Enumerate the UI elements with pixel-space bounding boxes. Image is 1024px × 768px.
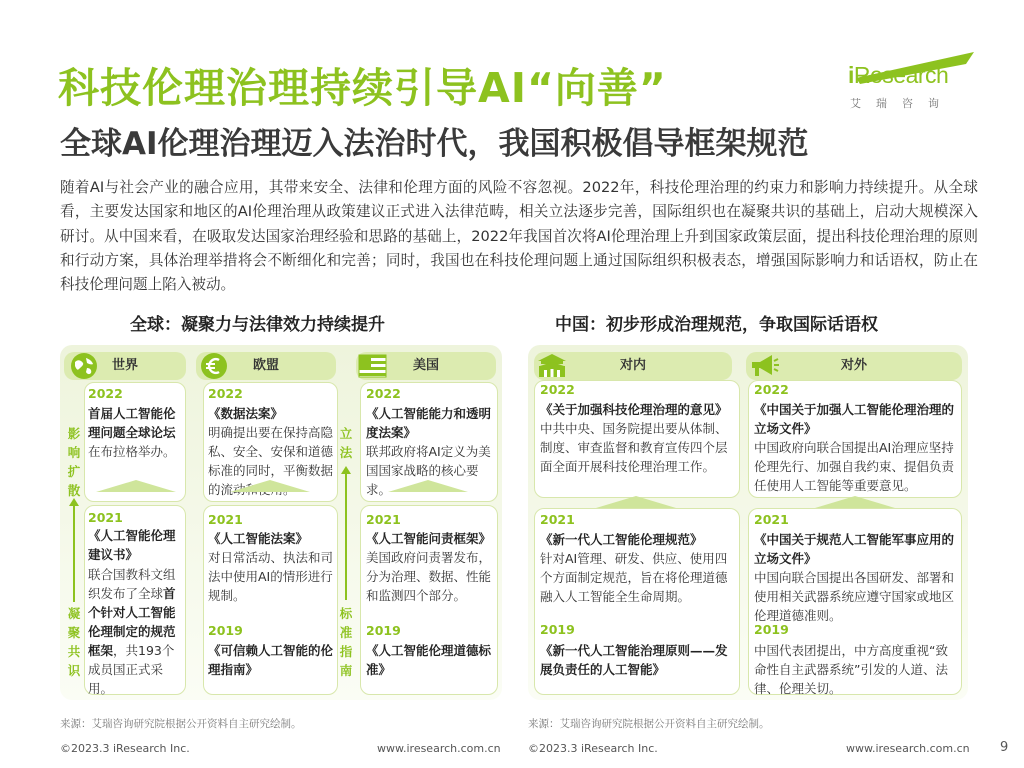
footer-copyright-left: ©2023.3 iResearch Inc. [60,742,190,755]
internal-triangle [596,496,676,508]
world-2022-forum: 首届人工智能伦理问题全球论坛 [88,406,176,440]
us-triangle [388,480,468,492]
page-number: 9 [1000,740,1009,755]
logo-name [848,62,948,89]
us-2022-year: 2022 [366,386,401,401]
euro-icon [198,350,230,382]
external-2022-doc: 《中国关于加强人工智能伦理治理的立场文件》 [754,402,955,436]
external-2021-doc: 《中国关于规范人工智能军事应用的立场文件》 [754,532,955,566]
source-note-left: 来源：艾瑞咨询研究院根据公开资料自主研究绘制。 [60,718,302,730]
internal-label: 对内 [619,358,646,373]
us-flag-icon [358,352,388,380]
eu-2021-year: 2021 [208,512,243,527]
intro-paragraph: 随着AI与社会产业的融合应用，其带来安全、法律和伦理方面的风险不容忽视。2022年，科技伦理治理的约束力和影响力持续提升。从全球看，主要发达国家和地区的AI伦理治理从政策建议正式进入法律范畴，相关立法逐步完善，国际组织也在凝聚共识的基础上，启动大规模深入研讨。从中国来看，在吸取发达国家治理经验和思路的基础上，2022年我国首次将AI伦理治理上升到国家政策层面，提出科技伦理治理的原则和行动方案，具体治理举措将会不断细化和完善；同时，我国也在科技伦理问题上通过国际组织积极表态，增强国际影响力和话语权，防止在科技伦理问题上陷入被动。 [60,179,978,294]
world-2022-event [88,404,184,461]
logo-name-i: i [848,62,854,88]
global-section-title: 全球：凝聚力与法律效力持续提升 [130,315,385,335]
eu-2022-doc: 《数据法案》 [208,406,284,421]
internal-2021-doc: 《新一代人工智能伦理规范》 [540,532,703,547]
internal-2019-year: 2019 [540,622,575,637]
megaphone-icon [748,352,780,378]
footer-url-left: www.iresearch.com.cn [377,742,501,755]
external-2021-year: 2021 [754,512,789,527]
eu-2021-desc: 对日常活动、执法和司法中使用AI的情形进行规制。 [208,550,334,603]
footer-url-right: www.iresearch.com.cn [846,742,970,755]
eu-2022-desc: 明确提出要在保持高隐私、安全、安保和道德标准的同时，平衡数据的流动和使用。 [208,425,334,497]
eu-2019-doc: 《可信赖人工智能的伦理指南》 [208,643,334,677]
side-label-expand: 影响扩散 [67,426,81,498]
internal-2021-desc: 针对AI管理、研发、供应、使用四个方面制定规范，旨在将伦理道德融入人工智能全生命周期。 [540,551,728,604]
us-2019-year: 2019 [366,623,401,638]
us-label: 美国 [412,358,439,373]
external-2019-year: 2019 [754,622,789,637]
world-2022-text: 在布拉格举办。 [88,444,176,459]
logo-subtitle: 艾瑞咨询 [850,97,954,110]
up-arrow-icon [68,498,80,602]
source-note-right: 来源：艾瑞咨询研究院根据公开资料自主研究绘制。 [528,718,770,730]
eu-label: 欧盟 [252,358,279,373]
tiananmen-icon [536,352,568,378]
us-2021-desc: 美国政府问责署发布，分为治理、数据、性能和监测四个部分。 [366,550,492,603]
external-2022-desc: 中国政府向联合国提出AI治理应坚持伦理先行、加强自我约束、提倡负责任使用人工智能等重要意见。 [754,440,955,493]
world-2022-year: 2022 [88,386,123,401]
eu-2019-year: 2019 [208,623,243,638]
us-2019-doc: 《人工智能伦理道德标准》 [366,643,492,677]
eu-triangle [230,480,310,492]
world-2021-year: 2021 [88,510,123,525]
page-title: 科技伦理治理持续引导AI“向善” [58,64,667,112]
side-label-standard: 标准指南 [339,606,353,678]
world-2021-desc [88,565,186,698]
eu-2021-doc: 《人工智能法案》 [208,531,309,546]
us-2022-doc: 《人工智能能力和透明度法案》 [366,406,492,440]
internal-2021-year: 2021 [540,512,575,527]
external-2021-desc: 中国向联合国提出各国研发、部署和使用相关武器系统应遵守国家或地区伦理道德准则。 [754,570,955,623]
us-2021-year: 2021 [366,512,401,527]
logo-name-rest: Research [853,62,949,88]
us-2022-desc: 联邦政府将AI定义为美国国家战略的核心要求。 [366,444,491,497]
internal-2022-doc: 《关于加强科技伦理治理的意见》 [540,402,728,417]
external-triangle [815,496,895,508]
up-arrow-icon-2 [340,466,352,600]
side-label-consensus: 凝聚共识 [67,606,81,678]
external-2022-year: 2022 [754,382,789,397]
us-2021-doc: 《人工智能问责框架》 [366,531,492,546]
world-2021-desc-b: 首个针对人工智能伦理制定的规范框架 [88,586,176,658]
page-subtitle: 全球AI伦理治理迈入法治时代，我国积极倡导框架规范 [60,126,809,162]
world-2021-desc-c: ，共193个成员国正式采用。 [88,643,175,696]
globe-icon [68,350,100,382]
world-2021-doc: 《人工智能伦理建议书》 [88,528,176,562]
external-2019-desc: 中国代表团提出，中方高度重视“致命性自主武器系统”引发的人道、法律、伦理关切。 [754,643,948,696]
external-label: 对外 [840,358,867,373]
internal-2022-desc: 中共中央、国务院提出要从体制、制度、审查监督和教育宣传四个层面全面开展科技伦理治理工作。 [540,421,728,474]
china-section-title: 中国：初步形成治理规范，争取国际话语权 [555,315,878,335]
eu-2022-year: 2022 [208,386,243,401]
footer-copyright-right: ©2023.3 iResearch Inc. [528,742,658,755]
world-label: 世界 [111,358,138,373]
world-triangle [96,480,176,492]
internal-2019-doc: 《新一代人工智能治理原则——发展负责任的人工智能》 [540,643,728,677]
internal-2022-year: 2022 [540,382,575,397]
side-label-legislate: 立法 [339,426,353,460]
world-2021-desc-a: 联合国教科文组织发布了全球 [88,567,176,601]
